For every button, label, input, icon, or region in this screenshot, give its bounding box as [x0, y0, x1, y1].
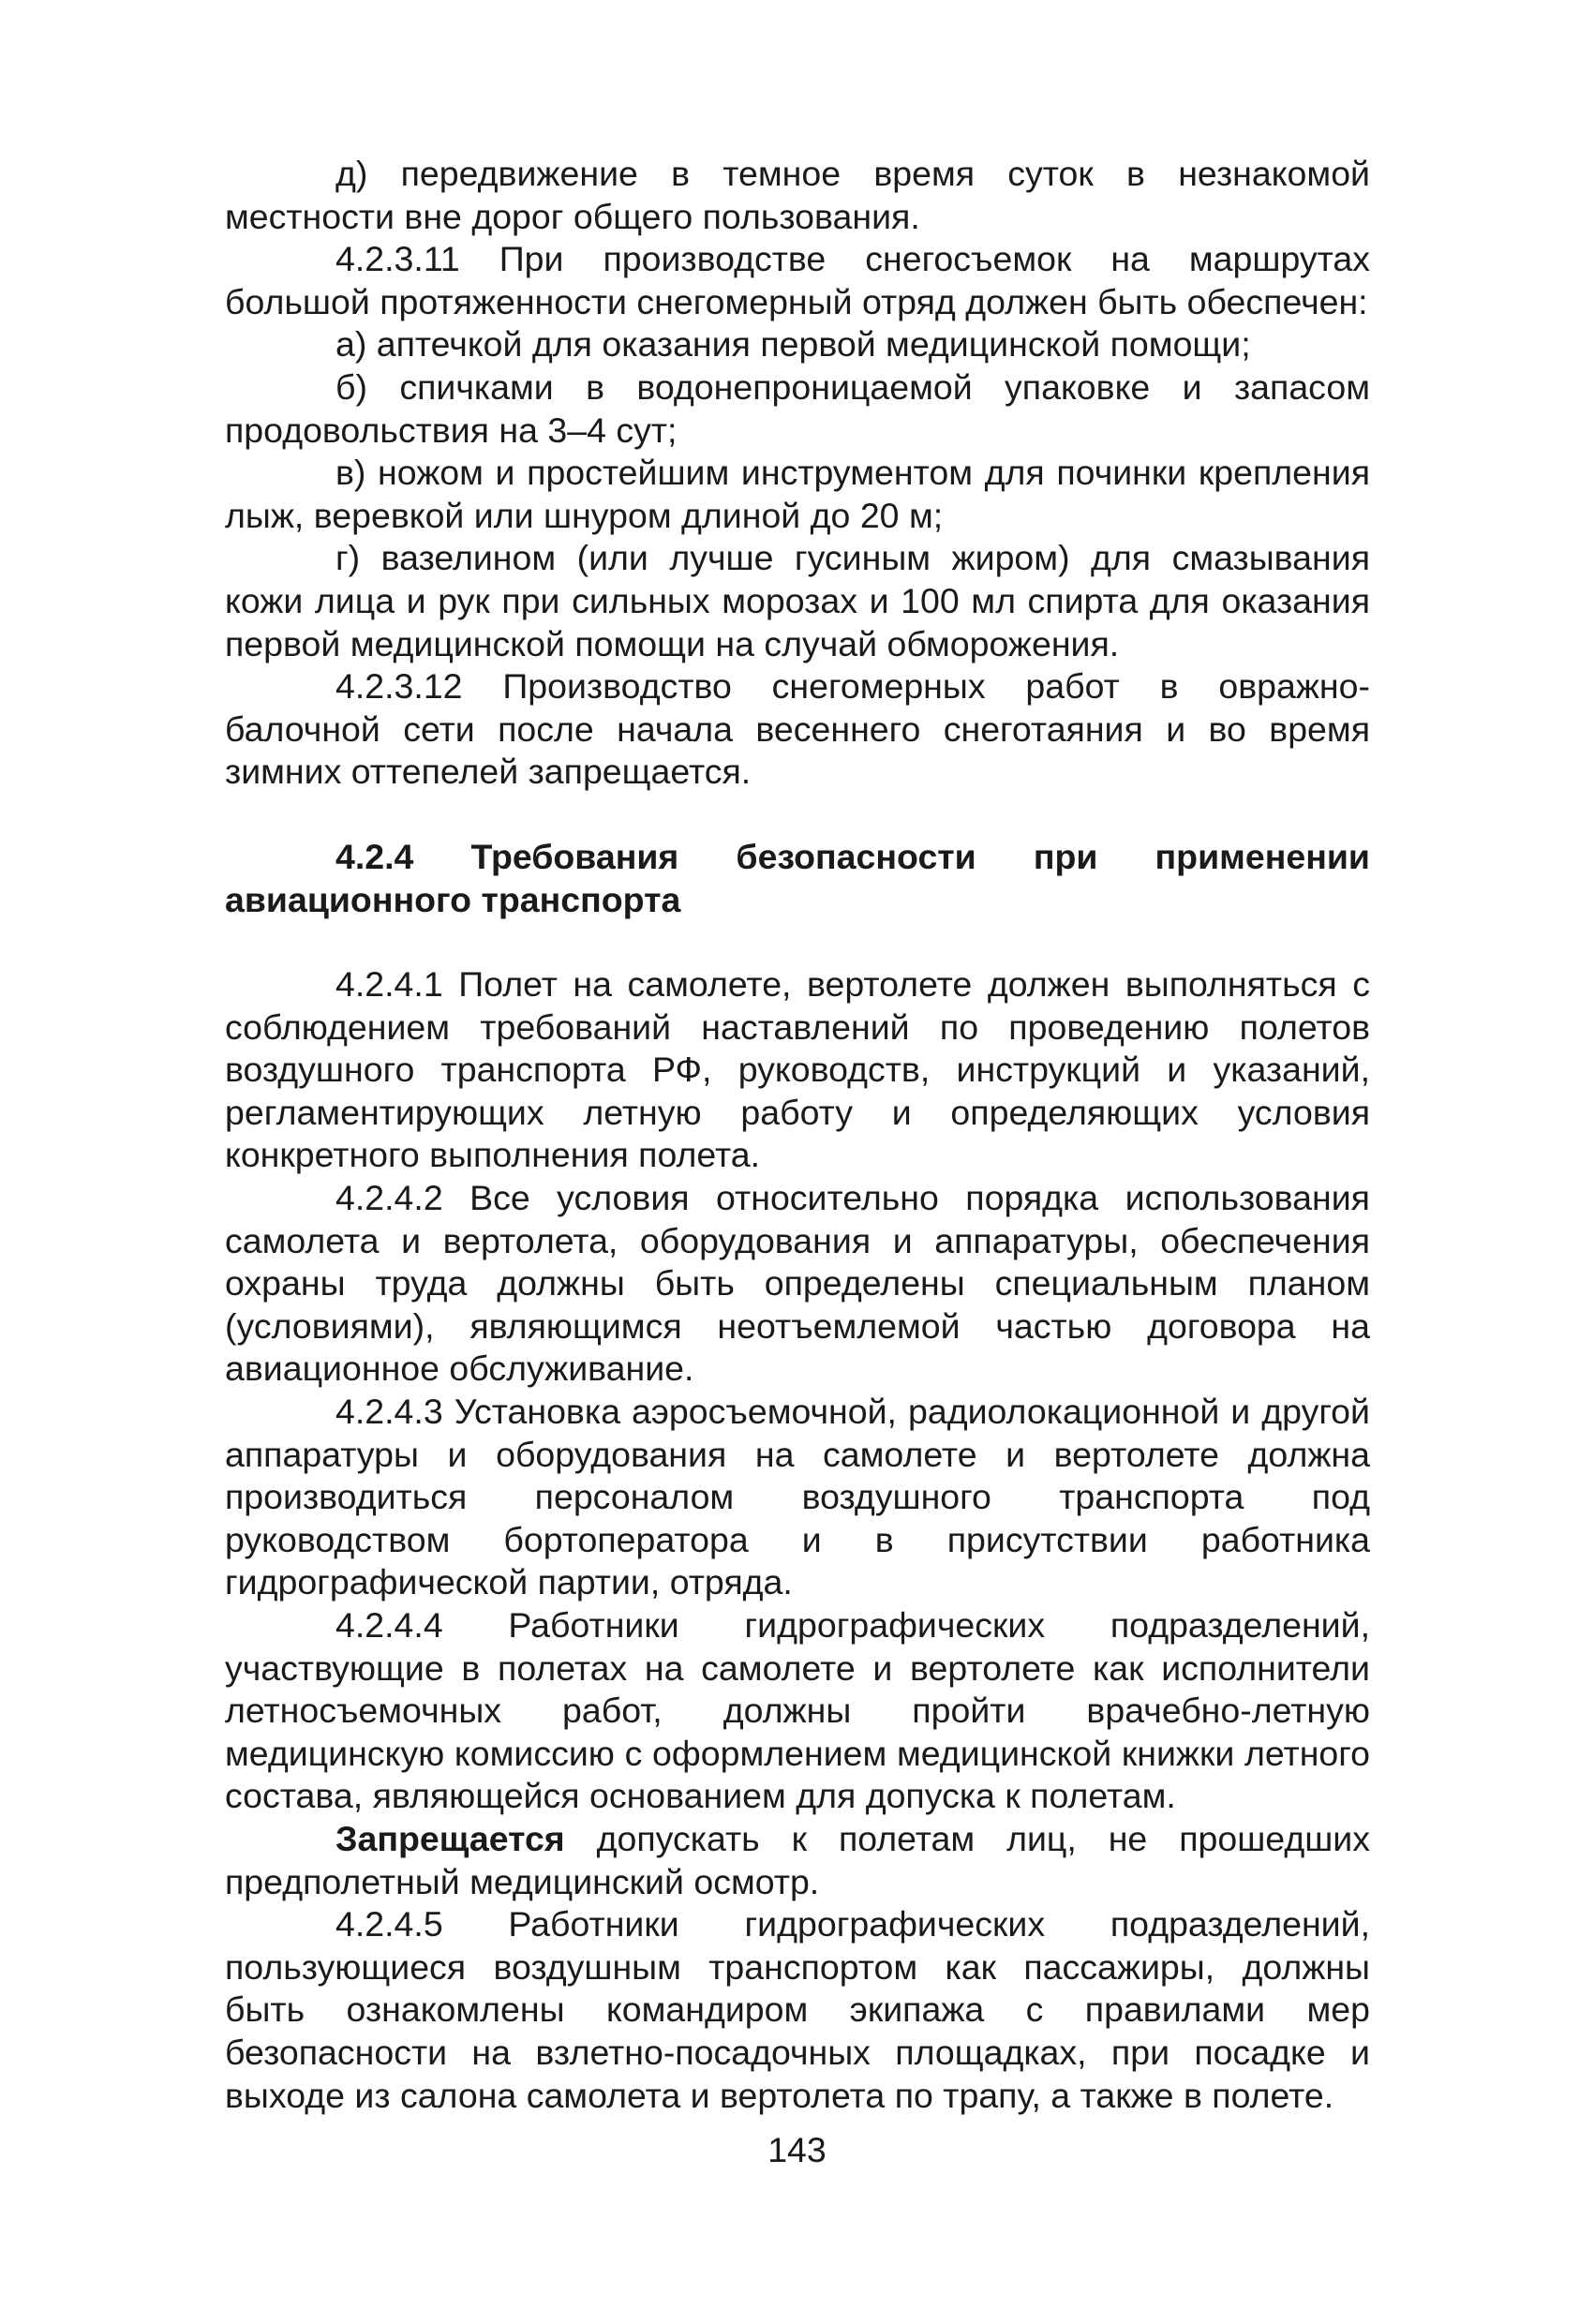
prohibition-keyword: Запрещается — [335, 1818, 565, 1858]
page-number: 143 — [767, 2130, 827, 2169]
paragraph-4-2-4-3: 4.2.4.3 Установка аэросъемочной, радиолокационной и другой аппаратуры и оборудования на самолете и вертолете должна производиться персоналом воздушного транспорта под руководством бортоператора и в присутствии работника гидрографической партии, отряда. — [225, 1392, 1370, 1602]
paragraph-4-2-4-1: 4.2.4.1 Полет на самолете, вертолете должен выполняться с соблюдением требований наставлений по проведению полетов воздушного транспорта РФ, руководств, инструкций и указаний, регламентирующих летную работу и определяющих условия конкретного выполнения полета. — [225, 964, 1370, 1175]
paragraph-4-2-4-2: 4.2.4.2 Все условия относительно порядка использования самолета и вертолета, оборудования и аппаратуры, обеспечения охраны труда должны быть определены специальным планом (условиями), являющимся неотъемлемой частью договора на авиационное обслуживание. — [225, 1178, 1370, 1389]
paragraph-4-2-3-11: 4.2.3.11 При производстве снегосъемок на маршрутах большой протяженности снегомерный отряд должен быть обеспечен: — [225, 239, 1370, 321]
section-heading: 4.2.4 Требования безопасности при применении авиационного транспорта — [225, 836, 1370, 919]
paragraph-4-2-4-5: 4.2.4.5 Работники гидрографических подразделений, пользующиеся воздушным транспортом как пассажиры, должны быть ознакомлены командиром экипажа с правилами мер безопасности на взлетно-посадочных площадках, при посадке и выходе из салона самолета и вертолета по трапу, а также в полете. — [225, 1904, 1370, 2115]
paragraph-4-2-4-4: 4.2.4.4 Работники гидрографических подразделений, участвующие в полетах на самолете и вертолете как исполнители летносъемочных работ, должны пройти врачебно-летную медицинскую комиссию с оформлением медицинской книжки летного состава, являющейся основанием для допуска к полетам. — [225, 1605, 1370, 1816]
list-item-v: в) ножом и простейшим инструментом для починки крепления лыж, веревкой или шнуром длиной до 20 м; — [225, 453, 1370, 535]
list-item-a: а) аптечкой для оказания первой медицинской помощи; — [335, 324, 1251, 365]
prohibition-paragraph — [225, 1818, 1370, 1903]
paragraph-item-d: д) передвижение в темное время суток в незнакомой местности вне дорог общего пользования. — [225, 154, 1370, 236]
list-item-b: б) спичками в водонепроницаемой упаковке и запасом продовольствия на 3–4 сут; — [225, 366, 1370, 450]
paragraph-4-2-3-12: 4.2.3.12 Производство снегомерных работ в овражно-балочной сети после начала весеннего снеготаяния и во время зимних оттепелей запрещается. — [225, 666, 1370, 792]
page-body — [225, 153, 1370, 2117]
list-item-g: г) вазелином (или лучше гусиным жиром) для смазывания кожи лица и рук при сильных морозах и 100 мл спирта для оказания первой медицинской помощи на случай обморожения. — [225, 538, 1370, 663]
prohibition-text: допускать к полетам лиц, не прошедших предполетный медицинский осмотр. — [225, 1818, 1370, 1901]
